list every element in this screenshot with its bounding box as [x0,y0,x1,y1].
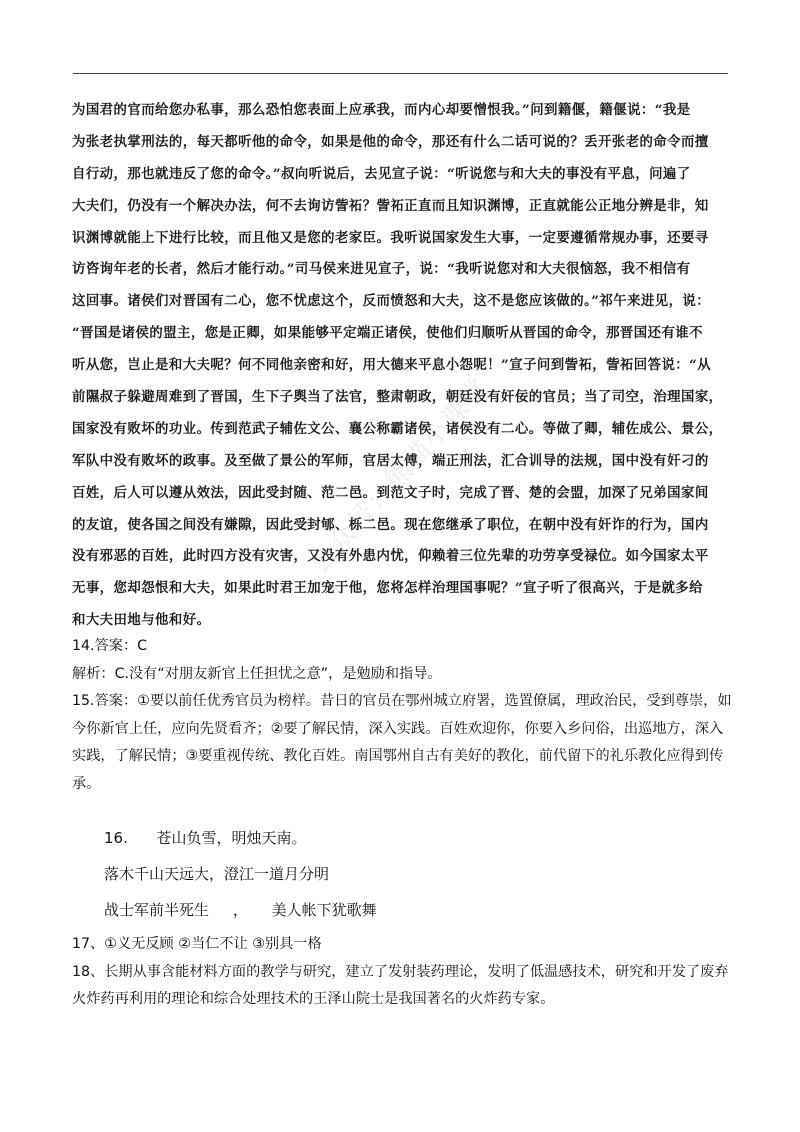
passage-line: 的友谊，使各国之间没有嫌隙，因此受封郇、栎二邑。现在您继承了职位，在朝中没有奸诈的行为，国内 [72,516,709,533]
answer-18-line: 火炸药再利用的理论和综合处理技术的王泽山院士是我国著名的火炸药专家。 [72,991,555,1007]
passage-line: 国家没有败坏的功业。传到范武子辅佐文公、襄公称霸诸侯，诸侯没有二心。等做了卿，辅佐成公、景公， [72,420,723,437]
answer-15-line: 承。 [72,775,101,792]
answer-15-line: 实践，了解民情；③要重视传统、教化百姓。南国鄂州自古有美好的教化，前代留下的礼乐教化应得到传 [72,748,724,764]
passage-line: 这回事。诸侯们对晋国有二心，您不忧虑这个，反而愤怒和大夫，这不是您应该做的。”祁午来进见，说： [72,293,711,310]
header-rule [73,73,728,74]
translation-passage [72,95,730,637]
passage-line: 百姓，后人可以遵从效法，因此受封随、范二邑。到范文子时，完成了晋、楚的会盟，加深了兄弟国家间 [72,484,709,501]
answer-15-line: 15.答案：①要以前任优秀官员为榜样。昔日的官员在鄂州城立府署，选置僚属，理政治民，受到尊崇，如 [72,693,732,709]
passage-line: 前隰叔子躲避周难到了晋国，生下子舆当了法官，整肃朝政，朝廷没有奸佞的官员；当了司空，治理国家， [72,389,723,406]
passage-line: 无事，您却怨恨和大夫，如果此时君王加宠于他，您将怎样治理国事呢？”宣子听了很高兴，于是就多给 [72,580,703,597]
passage-line: 听从您，岂止是和大夫呢？何不同他亲密和好，用大德来平息小怨呢！”宣子问到訾祏，訾祏回答说：“从 [72,357,712,374]
poem-line: 战士军前半死生 ， 美人帐下犹歌舞 [104,901,377,919]
watermark: 公众号：熊猫小课堂 [304,371,496,580]
passage-line: 为张老执掌刑法的，每天都听他的命令，如果是他的命令，那还有什么二话可说的？丢开张老的命令而擅 [72,133,709,150]
poem-line: 16. 苍山负雪，明烛天南。 [104,829,307,847]
passage-line: 没有邪恶的百姓，此时四方没有灾害，又没有外患内忧，仰赖着三位先辈的功劳享受禄位。如今国家太平 [72,548,709,565]
passage-line: 军队中没有败坏的政事。及至做了景公的军师，官居太傅，端正刑法，汇合训导的法规，国中没有奸刁的 [72,452,709,469]
passage-line: 为国君的官而给您办私事，那么恐怕您表面上应承我，而内心却要憎恨我。”问到籍偃，籍偃说：“我是 [72,102,691,118]
poem-line: 落木千山天远大，澄江一道月分明 [104,865,330,883]
answer-18-line: 18、长期从事含能材料方面的教学与研究，建立了发射装药理论，发明了低温感技术，研究和开发了废弃 [72,963,729,980]
answer-16-poem [104,820,664,928]
answer-15-line: 今你新官上任，应向先贤看齐；②要了解民情，深入实践。百姓欢迎你，你要入乡问俗，出巡地方，深入 [72,720,724,737]
answer-14-explanation: 解析：C.没有“对朋友新官上任担忧之意”，是勉励和指导。 [72,665,442,682]
passage-line: 自行动，那也就违反了您的命令。”叔向听说后，去见宣子说：“听说您与和大夫的事没有平息，问遍了 [72,165,691,182]
passage-line: 和大夫田地与他和好。 [72,612,211,629]
answer-14-label: 14.答案：C [72,638,148,654]
passage-line: 访咨询年老的长者，然后才能行动。”司马侯来进见宣子，说：“我听说您对和大夫很恼怒，我不相信有 [72,261,691,278]
passage-line: “晋国是诸侯的盟主，您是正卿，如果能够平定端正诸侯，使他们归顺听从晋国的命令，那晋国还有谁不 [72,325,703,342]
answer-section-14-15 [72,633,734,798]
passage-line: 识渊博就能上下进行比较，而且他又是您的老家臣。我听说国家发生大事，一定要遵循常规办事，还要寻 [72,229,709,246]
answer-17: 17、①义无反顾 ②当仁不让 ③别具一格 [72,936,322,952]
passage-line: 大夫们，仍没有一个解决办法，何不去询访訾祏？訾祏正直而且知识渊博，正直就能公正地分辨是非，知 [72,197,709,214]
answer-section-17-18 [72,931,734,1014]
